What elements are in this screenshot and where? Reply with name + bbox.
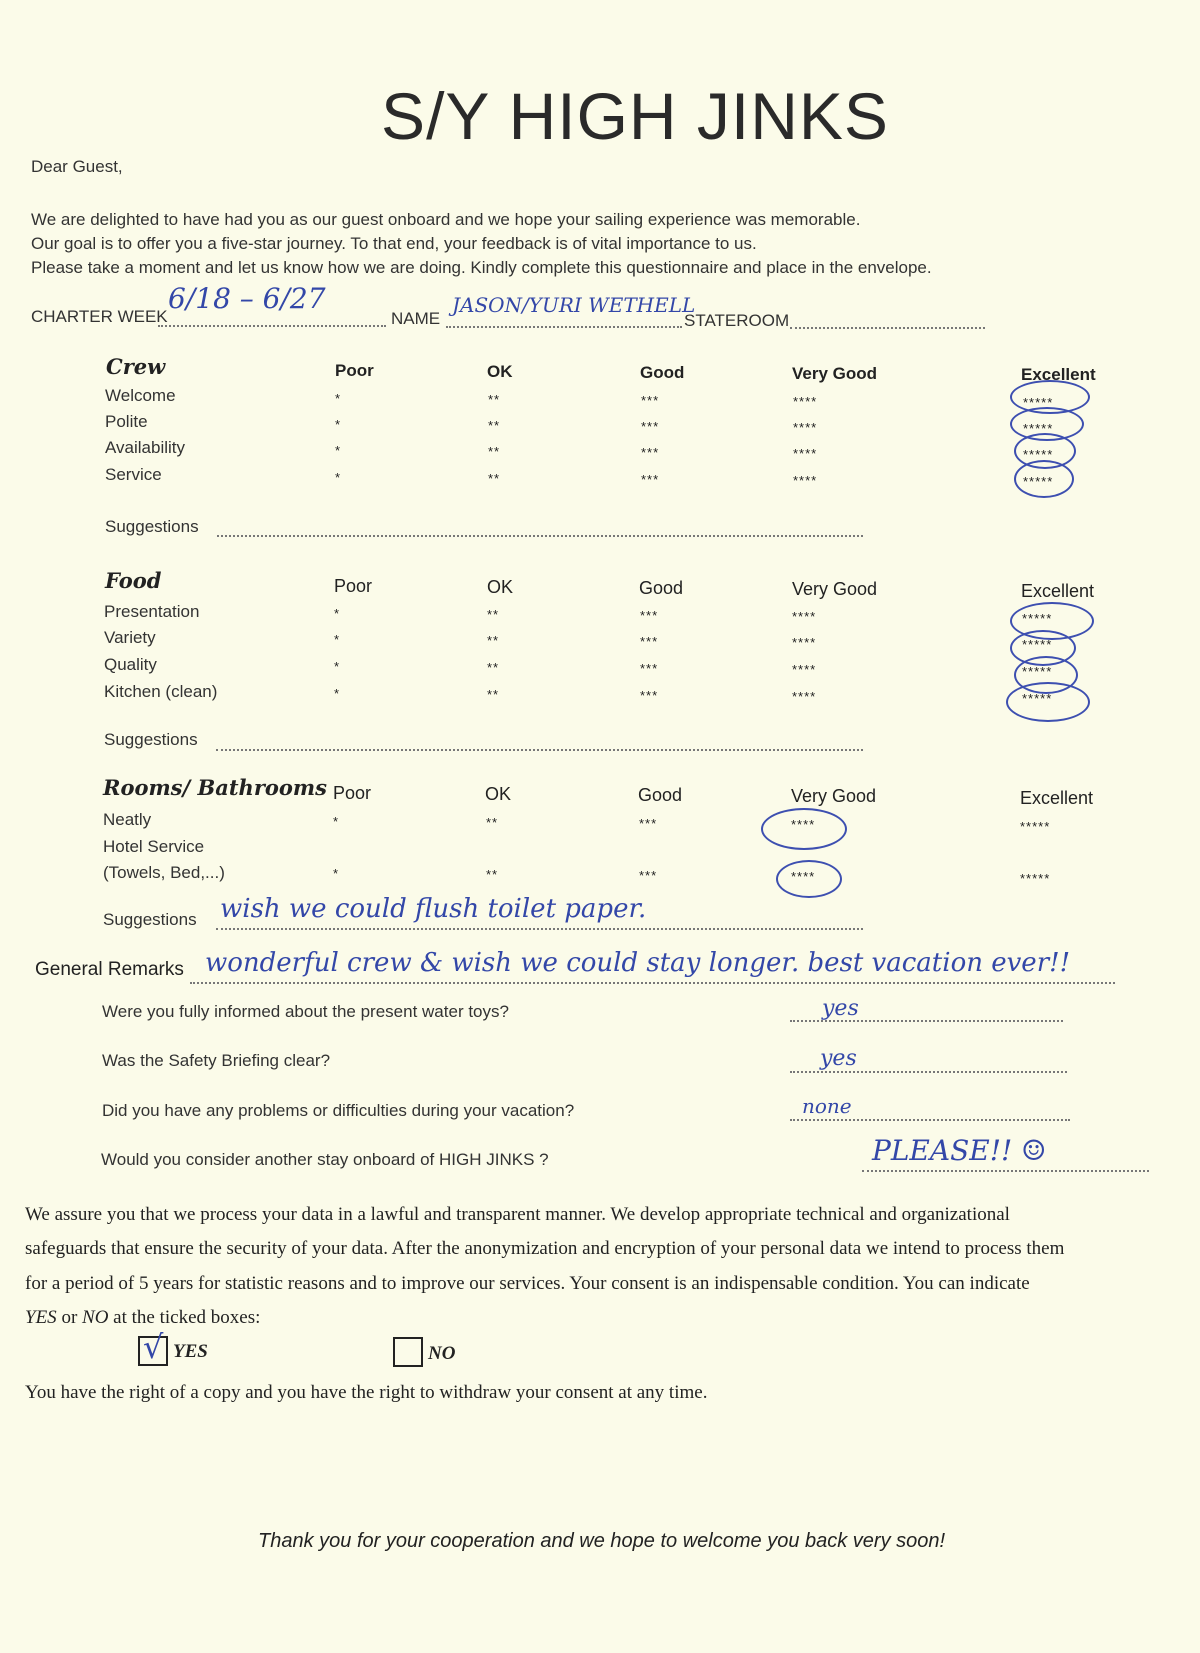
consent-no-checkbox[interactable] xyxy=(393,1337,423,1367)
crew-welcome-3star[interactable]: *** xyxy=(641,393,660,408)
crew-availability-2star[interactable]: ** xyxy=(488,444,501,459)
crew-service-2star[interactable]: ** xyxy=(488,471,501,486)
rooms-suggestions-line[interactable] xyxy=(216,928,863,930)
rooms-service-rating-circle xyxy=(776,860,842,898)
food-presentation-4star[interactable]: **** xyxy=(792,609,817,624)
crew-polite-2star[interactable]: ** xyxy=(488,418,501,433)
rooms-neatly-2star[interactable]: ** xyxy=(486,815,499,830)
consent-yes-checkbox[interactable] xyxy=(138,1328,168,1366)
privacy-rights: You have the right of a copy and you have the right to withdraw your consent at any time. xyxy=(25,1382,708,1403)
name-label: NAME xyxy=(391,309,441,328)
answer-line-problems[interactable] xyxy=(790,1119,1070,1121)
crew-polite-5star[interactable]: ***** xyxy=(1023,421,1054,436)
crew-availability-5star[interactable]: ***** xyxy=(1023,447,1054,462)
food-row-kitchen: Kitchen (clean) xyxy=(104,682,218,701)
thank-you-message: Thank you for your cooperation and we hope to welcome you back very soon! xyxy=(258,1530,946,1552)
rooms-service-5star[interactable]: ***** xyxy=(1020,871,1051,886)
col-poor: Poor xyxy=(335,361,374,380)
privacy-or-word: or xyxy=(56,1307,83,1328)
rooms-service-1star[interactable]: * xyxy=(333,866,340,881)
crew-welcome-5star[interactable]: ***** xyxy=(1023,395,1054,410)
crew-suggestions-label: Suggestions xyxy=(105,517,199,536)
answer-line-another-stay[interactable] xyxy=(862,1170,1149,1172)
question-safety-briefing: Was the Safety Briefing clear? xyxy=(102,1051,331,1070)
rooms-row-towels-bed: (Towels, Bed,...) xyxy=(103,863,225,882)
rooms-service-4star[interactable]: **** xyxy=(791,869,816,884)
intro-line-2: Our goal is to offer you a five-star journey. To that end, your feedback is of vital importance to us. xyxy=(31,234,757,253)
crew-availability-3star[interactable]: *** xyxy=(641,445,660,460)
intro-line-3: Please take a moment and let us know how we are doing. Kindly complete this questionnaire and place in the envelope. xyxy=(31,258,932,277)
col-very-good: Very Good xyxy=(792,579,878,599)
col-very-good: Very Good xyxy=(791,786,877,806)
rooms-service-2star[interactable]: ** xyxy=(486,867,499,882)
food-row-variety: Variety xyxy=(104,628,156,647)
answer-problems[interactable]: none xyxy=(802,1094,852,1118)
col-good: Good xyxy=(638,785,683,805)
crew-row-welcome: Welcome xyxy=(105,386,176,405)
privacy-line-3: for a period of 5 years for statistic reasons and to improve our services. Your consent is an indispensable condition. You can indicate xyxy=(25,1273,1030,1294)
crew-service-3star[interactable]: *** xyxy=(641,472,660,487)
rooms-neatly-rating-circle xyxy=(761,808,847,850)
rooms-service-3star[interactable]: *** xyxy=(639,868,658,883)
rooms-neatly-3star[interactable]: *** xyxy=(639,816,658,831)
food-kitchen-1star[interactable]: * xyxy=(334,686,341,701)
section-title-crew: Crew xyxy=(106,354,166,379)
col-excellent: Excellent xyxy=(1020,788,1094,808)
check-mark-icon: √ xyxy=(143,1328,164,1366)
crew-polite-1star[interactable]: * xyxy=(335,417,342,432)
food-row-quality: Quality xyxy=(104,655,157,674)
privacy-line-1: We assure you that we process your data in a lawful and transparent manner. We develop appropriate technical and organizational xyxy=(25,1204,1010,1225)
charter-week-value[interactable]: 6/18 – 6/27 xyxy=(168,282,326,315)
food-quality-2star[interactable]: ** xyxy=(487,660,500,675)
col-good: Good xyxy=(640,363,685,382)
stateroom-line[interactable] xyxy=(790,327,985,329)
crew-availability-1star[interactable]: * xyxy=(335,443,342,458)
food-kitchen-3star[interactable]: *** xyxy=(640,688,659,703)
crew-row-service: Service xyxy=(105,465,162,484)
rooms-neatly-5star[interactable]: ***** xyxy=(1020,819,1051,834)
intro-line-1: We are delighted to have had you as our guest onboard and we hope your sailing experience was memorable. xyxy=(31,210,861,229)
general-remarks-line[interactable] xyxy=(190,982,1115,984)
food-suggestions-line[interactable] xyxy=(216,749,863,751)
privacy-tail: at the ticked boxes: xyxy=(108,1307,261,1328)
col-excellent: Excellent xyxy=(1021,365,1096,384)
food-presentation-3star[interactable]: *** xyxy=(640,608,659,623)
col-very-good: Very Good xyxy=(792,364,878,383)
consent-yes-label: YES xyxy=(173,1341,208,1362)
food-kitchen-4star[interactable]: **** xyxy=(792,689,817,704)
crew-suggestions-line[interactable] xyxy=(217,535,863,537)
crew-availability-4star[interactable]: **** xyxy=(793,446,818,461)
food-quality-1star[interactable]: * xyxy=(334,659,341,674)
name-line xyxy=(446,326,682,328)
rooms-suggestions-label: Suggestions xyxy=(103,910,197,929)
answer-line-safety-briefing[interactable] xyxy=(790,1071,1067,1073)
privacy-yes-word: YES xyxy=(25,1307,57,1328)
page-title: S/Y HIGH JINKS xyxy=(381,79,889,153)
food-row-presentation: Presentation xyxy=(104,602,200,621)
rooms-suggestions-value[interactable]: wish we could flush toilet paper. xyxy=(220,894,647,924)
col-poor: Poor xyxy=(333,783,372,803)
food-suggestions-label: Suggestions xyxy=(104,730,198,749)
privacy-line-4 xyxy=(25,1307,260,1329)
consent-no-label: NO xyxy=(428,1343,456,1364)
question-another-stay: Would you consider another stay onboard of HIGH JINKS ? xyxy=(101,1150,549,1169)
food-presentation-2star[interactable]: ** xyxy=(487,607,500,622)
food-quality-5star[interactable]: ***** xyxy=(1022,664,1053,679)
crew-service-rating-circle xyxy=(1014,460,1074,498)
general-remarks-value[interactable]: wonderful crew & wish we could stay longer. best vacation ever!! xyxy=(205,948,1071,978)
charter-week-label: CHARTER WEEK xyxy=(31,307,168,326)
question-water-toys: Were you fully informed about the present water toys? xyxy=(102,1002,509,1021)
food-quality-4star[interactable]: **** xyxy=(792,662,817,677)
food-presentation-5star[interactable]: ***** xyxy=(1022,611,1053,626)
crew-row-polite: Polite xyxy=(105,412,148,431)
food-kitchen-rating-circle xyxy=(1006,682,1090,722)
crew-polite-4star[interactable]: **** xyxy=(793,420,818,435)
crew-welcome-4star[interactable]: **** xyxy=(793,394,818,409)
crew-service-4star[interactable]: **** xyxy=(793,473,818,488)
answer-safety-briefing[interactable]: yes xyxy=(820,1046,857,1071)
answer-another-stay[interactable]: PLEASE!! ☺ xyxy=(872,1134,1047,1167)
food-kitchen-5star[interactable]: ***** xyxy=(1022,691,1053,706)
section-title-food: Food xyxy=(105,568,162,593)
food-kitchen-2star[interactable]: ** xyxy=(487,687,500,702)
col-ok: OK xyxy=(487,362,513,381)
rooms-neatly-4star[interactable]: **** xyxy=(791,817,816,832)
crew-welcome-2star[interactable]: ** xyxy=(488,392,501,407)
food-variety-2star[interactable]: ** xyxy=(487,633,500,648)
question-problems: Did you have any problems or difficulties during your vacation? xyxy=(102,1101,575,1120)
crew-welcome-1star[interactable]: * xyxy=(335,391,342,406)
food-variety-1star[interactable]: * xyxy=(334,632,341,647)
name-value[interactable]: JASON/YURI WETHELL xyxy=(452,293,696,317)
food-presentation-1star[interactable]: * xyxy=(334,606,341,621)
food-variety-5star[interactable]: ***** xyxy=(1022,637,1053,652)
food-quality-3star[interactable]: *** xyxy=(640,661,659,676)
crew-polite-3star[interactable]: *** xyxy=(641,419,660,434)
charter-week-line xyxy=(158,325,386,327)
crew-service-1star[interactable]: * xyxy=(335,470,342,485)
general-remarks-label: General Remarks xyxy=(35,959,184,980)
rooms-neatly-1star[interactable]: * xyxy=(333,814,340,829)
crew-service-5star[interactable]: ***** xyxy=(1023,474,1054,489)
food-variety-4star[interactable]: **** xyxy=(792,635,817,650)
stateroom-label: STATEROOM xyxy=(684,311,790,330)
rooms-row-hotel-service: Hotel Service xyxy=(103,837,205,856)
crew-row-availability: Availability xyxy=(105,438,186,457)
food-variety-3star[interactable]: *** xyxy=(640,634,659,649)
section-title-rooms: Rooms/ Bathrooms xyxy=(103,775,327,800)
rooms-row-neatly: Neatly xyxy=(103,810,152,829)
privacy-line-2: safeguards that ensure the security of your data. After the anonymization and encryption of your personal data we intend to process them xyxy=(25,1238,1065,1259)
greeting: Dear Guest, xyxy=(31,157,123,176)
privacy-no-word: NO xyxy=(82,1307,109,1328)
col-excellent: Excellent xyxy=(1021,581,1095,601)
col-poor: Poor xyxy=(334,576,373,596)
col-good: Good xyxy=(639,578,684,598)
col-ok: OK xyxy=(485,784,512,804)
col-ok: OK xyxy=(487,577,514,597)
answer-water-toys[interactable]: yes xyxy=(822,996,859,1021)
